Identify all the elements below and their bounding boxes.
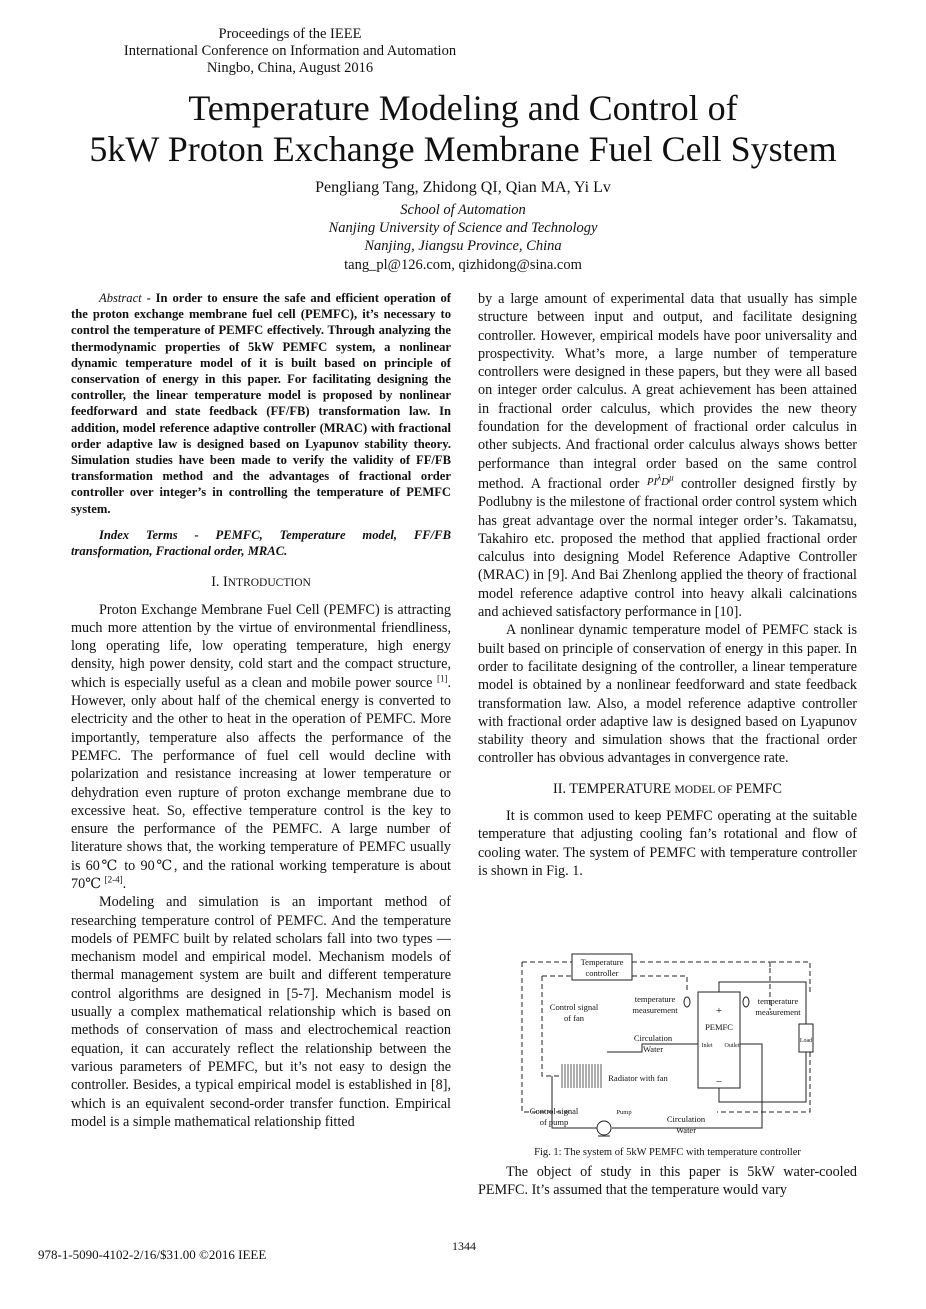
abstract-text: - In order to ensure the safe and efficient operation of the proton exchange membrane fuel cell (PEMFC), it’s necessary to control the temperature of PEMFC effectively. Through analyzing the thermodynamic properties of 5kW PEMFC system, a nonlinear dynamic temperature model of it is built based on principle of conservation of energy in this paper. For facilitating designing the controller, the linear temperature model is proposed by nonlinear feedforward and state feedback (FF/FB) transformation law. In addition, model reference adaptive controller (MRAC) with fractional order adaptive law is designed based on Lyapunov stability theory. Simulation studies have been made to verify the validity of FF/FB transformation method and the advantages of fractional order controller over integer’s in controlling the temperature of PEMFC system. <box>71 291 451 516</box>
right-paragraph-4: The object of study in this paper is 5kW water-cooled PEMFC. It’s assumed that the temperature would vary <box>478 1164 857 1199</box>
section-1-heading <box>71 573 451 592</box>
fig-inlet: Inlet <box>701 1043 713 1049</box>
pid-d: D <box>661 475 670 488</box>
intro-p1-a: Proton Exchange Membrane Fuel Cell (PEMFC) is attracting much more attention by the virtue of environmental friendliness, long operating life, low operating temperature, high energy density, high power density, cold start and the compact structure, which is especially useful as a clean and mobile power source <box>71 601 451 691</box>
fig-fan-signal-1: Control signal <box>549 1002 599 1012</box>
title-line-2: 5kW Proton Exchange Membrane Fuel Cell System <box>89 129 837 169</box>
index-terms: Index Terms - PEMFC, Temperature model, FF/FB transformation, Fractional order, MRAC. <box>71 527 451 559</box>
fig-circ-2a: Circulation <box>666 1114 706 1124</box>
section-2-heading <box>478 780 857 799</box>
footer-isbn: 978-1-5090-4102-2/16/$31.00 ©2016 IEEE <box>38 1247 267 1262</box>
page-number: 1344 <box>452 1239 476 1253</box>
pid-expression <box>646 472 674 488</box>
fig-controller-2: controller <box>585 968 619 978</box>
fig-plus: + <box>715 1005 723 1017</box>
intro-p1-c: . <box>122 876 127 892</box>
figure-1-caption: Fig. 1: The system of 5kW PEMFC with temperature controller <box>534 1147 801 1158</box>
section-2-b: MODEL OF <box>674 783 736 796</box>
header-line-2: International Conference on Information and Automation <box>123 43 457 59</box>
header-line-1: Proceedings of the IEEE <box>218 26 362 42</box>
affiliation-line-1: School of Automation <box>400 202 526 218</box>
intro-paragraph-2: Modeling and simulation is an important method of researching temperature control of PEMFC. And the temperature models of PEMFC built by related scholars fall into two types — mechanism model and empirical model. Mechanism models of thermal management system are built and different temperature control algorithms are designed in [5-7]. Mechanism model is usually a complex mathematical relationship which is based on methods of conservation of mass and electrochemical reaction equation, it can accurately reflect the relationship between the various parameters of PEMFC, but it’s not easy to design the controller. Besides, a typical empirical model is established in [8], which is an equivalent second-order transfer function. Empirical model is a simple mathematical relationship fitted <box>71 894 451 1130</box>
right-paragraph-2: A nonlinear dynamic temperature model of PEMFC stack is built based on principle of conservation of energy in this paper. In order to facilitate designing of the controller, a linear temperature model is obtained by a nonlinear feedforward and state feedback transformation law. Also, a model reference adaptive controller with fractional order adaptive law is designed based on Lyapunov stability theory and simulation shows that the fractional order controller has obvious advantages in convergence rate. <box>478 622 857 767</box>
section-2-c: PEMFC <box>735 780 782 797</box>
fig-pump-signal-2: of pump <box>539 1117 569 1127</box>
header-line-3: Ningbo, China, August 2016 <box>206 60 374 76</box>
fig-pump: Pump <box>616 1109 632 1116</box>
fig-outlet: Outlet <box>724 1043 740 1049</box>
fig-temp-meas-2b: measurement <box>755 1007 801 1017</box>
section-1-number: I. <box>211 574 224 591</box>
affiliation <box>0 201 926 255</box>
dashed-temp-line <box>632 976 687 992</box>
fig-circ-1a: Circulation <box>633 1033 673 1043</box>
pid-pi: PI <box>646 475 658 488</box>
affiliation-line-2: Nanjing University of Science and Technology <box>328 220 598 236</box>
right-p1-b: controller designed firstly by Podlubny is the milestone of fractional order control system which has great advantage over the normal integer order’s. Takamatsu, Takahiro etc. proposed the method that applied fractional order calculus into designing Model Reference Adaptive Controller (MRAC) in [9]. And Bai Zhenlong applied the theory of fractional model reference adaptive control into heavy alkali calcinations and achieved satisfactory performance in [10]. <box>478 475 857 621</box>
fig-temp-meas-1a: temperature <box>634 994 676 1004</box>
dashed-fan-signal <box>542 976 562 1076</box>
fig-temp-meas-2a: temperature <box>757 996 799 1006</box>
fig-pemfc: PEMFC <box>705 1022 733 1032</box>
proceedings-header <box>0 26 580 77</box>
left-column <box>71 290 451 1131</box>
fig-fan-signal-2: of fan <box>563 1013 585 1023</box>
dashed-left-loop <box>522 962 572 1112</box>
fig-load: Load <box>799 1038 813 1044</box>
dashed-load-loop <box>717 1052 810 1112</box>
fig-radiator: Radiator with fan <box>608 1073 668 1083</box>
abstract <box>71 290 451 517</box>
right-column <box>478 290 857 880</box>
section-2-a: II. TEMPERATURE <box>553 780 675 797</box>
citation-2-4: [2-4] <box>104 874 123 885</box>
citation-1: [1] <box>436 673 448 683</box>
intro-paragraph-1 <box>71 601 451 894</box>
affiliation-line-3: Nanjing, Jiangsu Province, China <box>364 238 562 254</box>
pid-lambda: λ <box>657 472 662 483</box>
pid-mu: μ <box>669 472 674 483</box>
fig-pump-signal-1: Control signal <box>529 1106 579 1116</box>
right-paragraph-1 <box>478 290 857 621</box>
intro-p1-b: . However, only about half of the chemical energy is converted to electricity and the other to heat in the operation of PEMFC. More importantly, temperature also affects the performance of the PEMFC. The performance of fuel cell would decline with polarization and resistance increasing at lower temperature or dehydration even rupture of proton exchange membrane due to excessive heat. So, effective temperature control is the key to ensure the performance of the PEMFC. A large number of literature shows that, the working temperature of PEMFC usually is 60℃ to 90℃, and the rational working temperature is about 70℃ <box>71 674 451 892</box>
section-1-head-first: I <box>223 574 228 591</box>
fig-circ-2b: Water <box>675 1125 697 1135</box>
title-line-1: Temperature Modeling and Control of <box>188 88 738 128</box>
fig-circ-1b: Water <box>642 1044 664 1054</box>
right-paragraph-3: It is common used to keep PEMFC operating at the suitable temperature that adjusting cooling fan’s rotational and flow of cooling water. The system of PEMFC with temperature controller is shown in Fig. 1. <box>478 808 857 879</box>
right-column-tail <box>478 1163 857 1200</box>
figure-1-diagram <box>512 952 822 1140</box>
abstract-label: Abstract <box>99 291 142 305</box>
right-p1-a: by a large amount of experimental data that usually has simple structure between input and output, and facilitate designing controller. However, empirical models have poor universality and prospectivity. What’s more, a large number of temperature controllers were designed in these papers, but they were all based on integer order calculus. A great achievement has been attained in fractional order calculus, which provides the new theory foundation for the development of fractional order calculus in other subjects. And fractional order calculus always shows better performance than integral order based on the same control method. A fractional order <box>478 291 857 492</box>
author-emails: tang_pl@126.com, qizhidong@sina.com <box>344 257 582 273</box>
fig-temp-meas-1b: measurement <box>632 1005 678 1015</box>
radiator-fins <box>562 1064 601 1088</box>
pump-circle <box>597 1121 611 1135</box>
fig-minus: − <box>715 1076 723 1088</box>
section-1-head-rest: NTRODUCTION <box>227 577 311 590</box>
fig-controller-1: Temperature <box>580 957 624 967</box>
paper-title <box>0 88 926 170</box>
authors: Pengliang Tang, Zhidong QI, Qian MA, Yi Lv <box>315 179 611 196</box>
